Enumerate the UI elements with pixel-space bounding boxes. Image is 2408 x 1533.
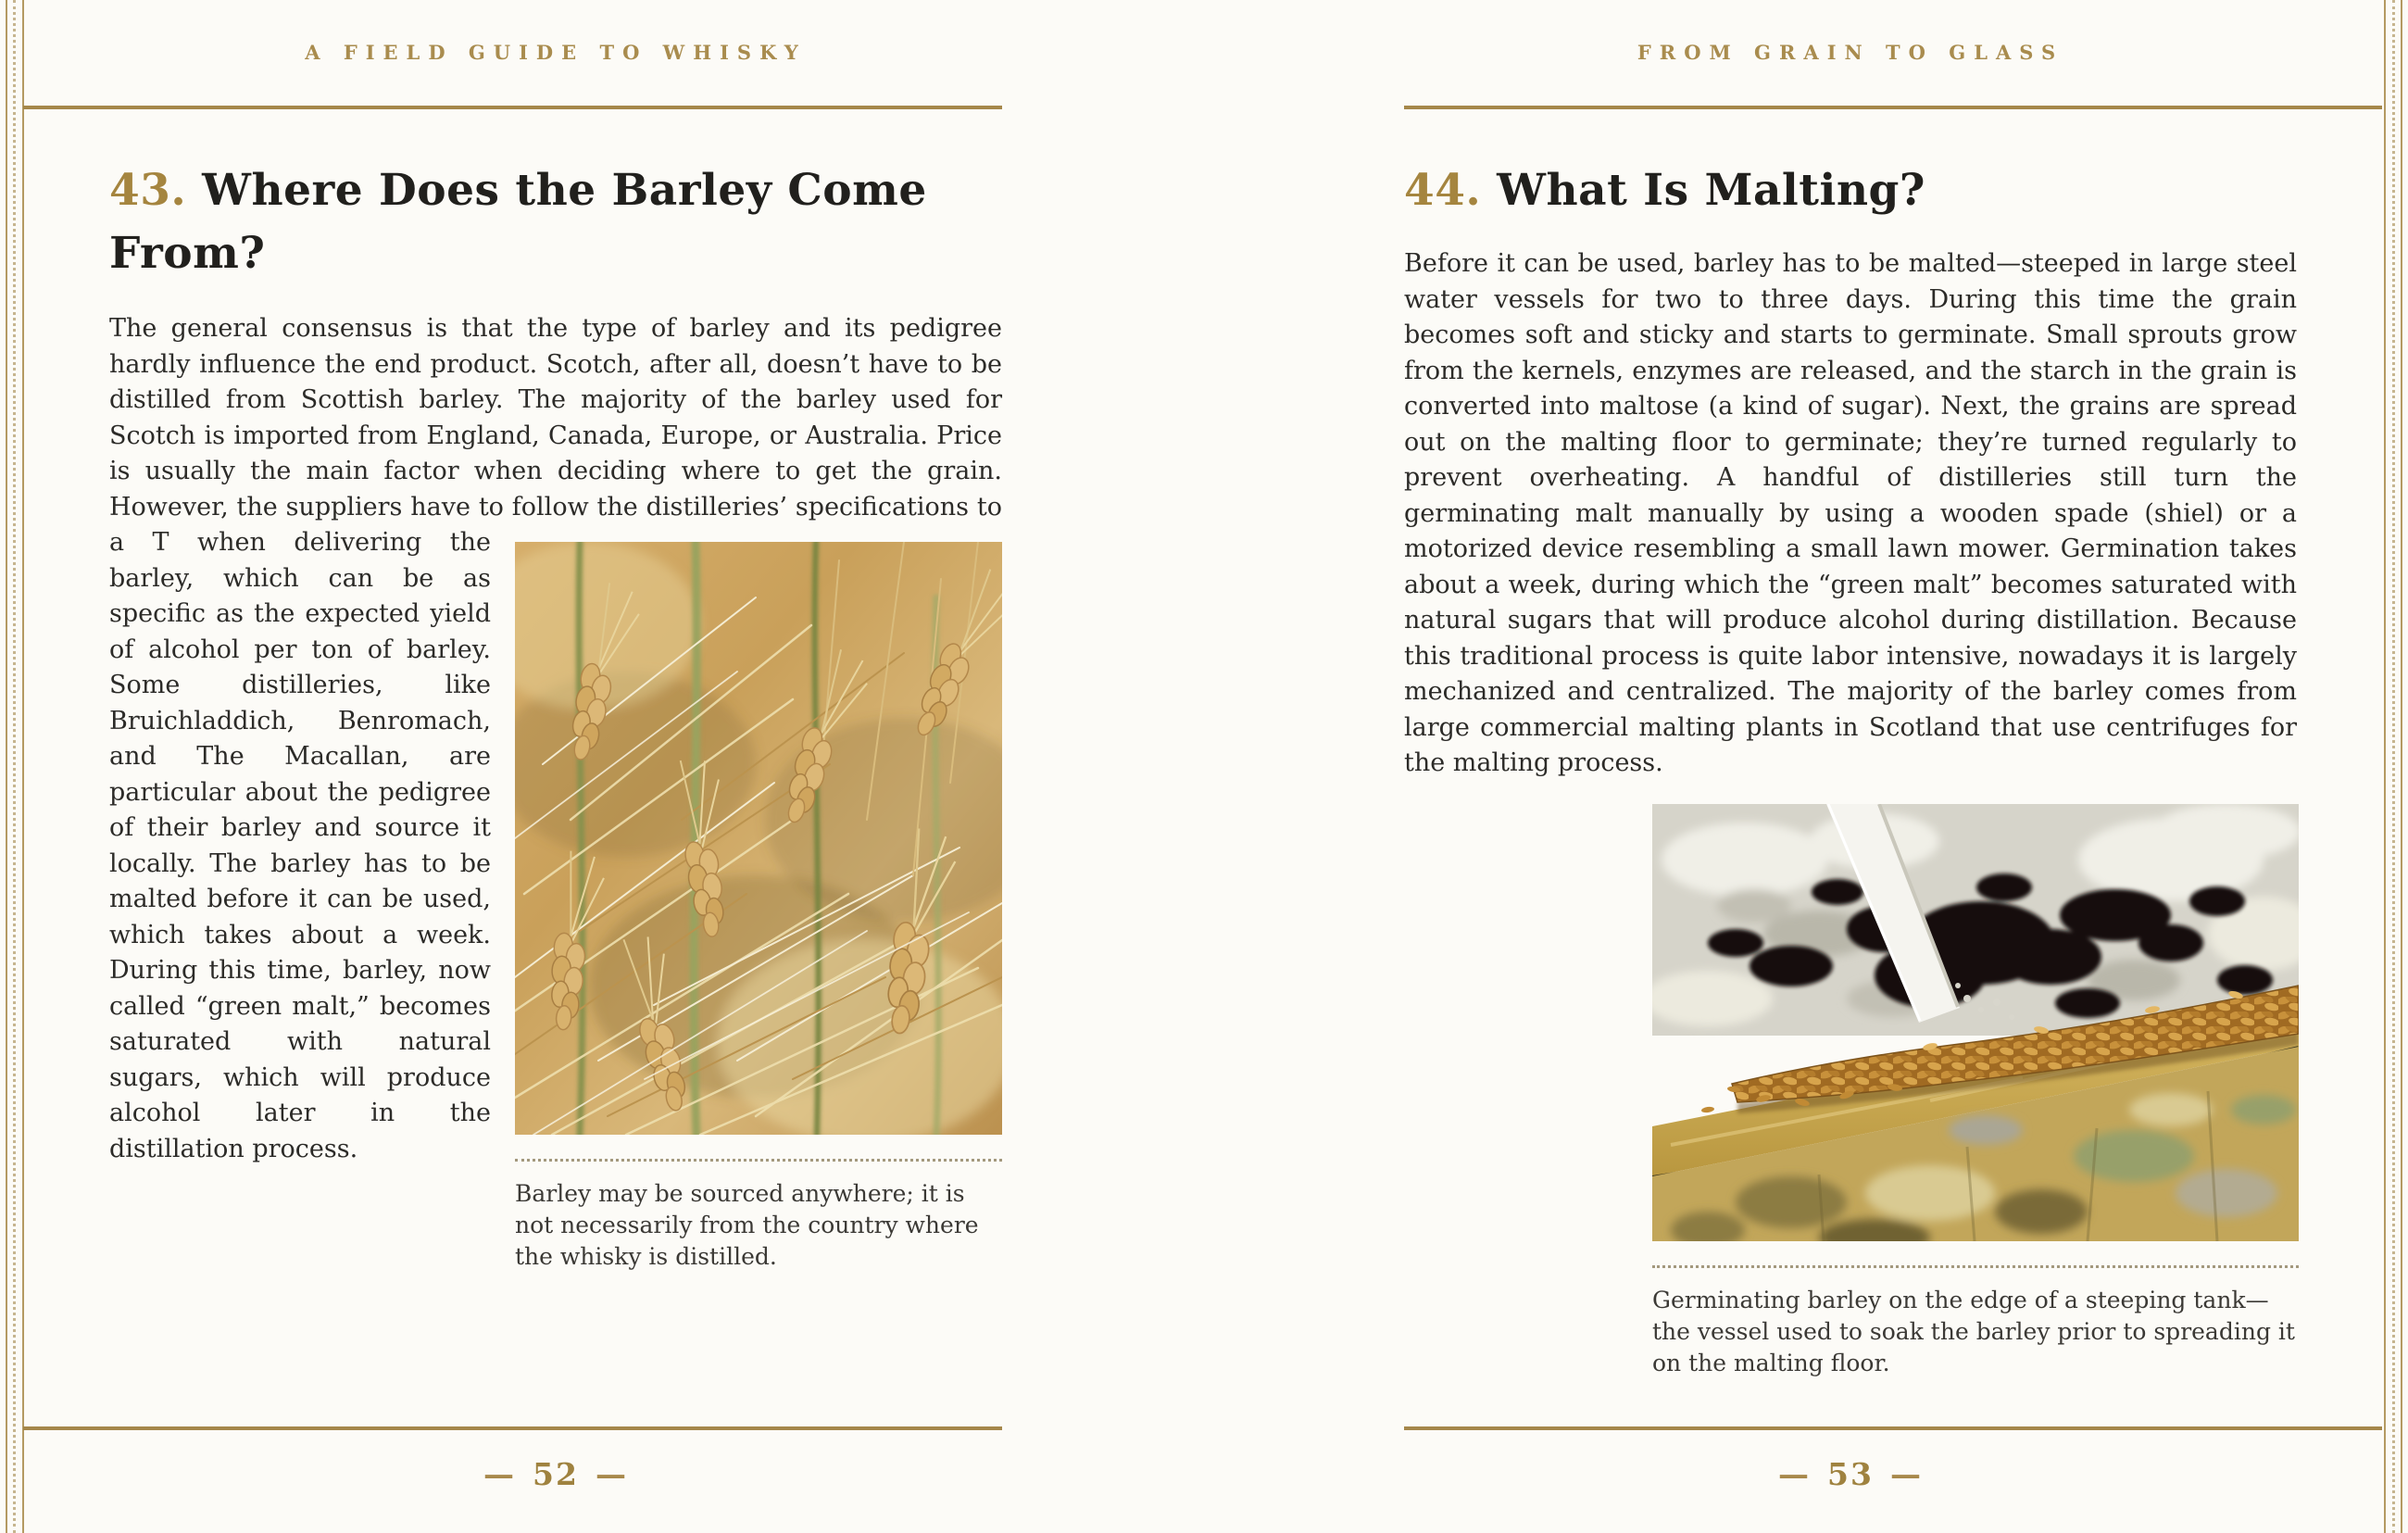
germinating-barley-steeping-tank-photo [1652,804,2299,1241]
folio-dash: — [1778,1456,1812,1492]
header-rule [23,106,1002,109]
right-page [1404,0,2382,1533]
body-text-part2: the barley, which can be as specific as the expected yield of alcohol per ton of barley. Some distilleries, like Bruichladdich, Benromach, and The Macallan, are particular about the pedigree of their barley and source it locally. The barley has to be malted before it can be used, which takes about a week. During this time, barley, now called “green malt,” becomes saturated with natural sugars, which will produce alcohol later in the distillation process. [109,528,492,1163]
figure-steeping-tank [1652,804,2299,1379]
folio-dash: — [483,1456,517,1492]
left-edge-ornament-dotted [13,0,16,1533]
section-number: 44. [1404,165,1482,216]
section-title: What Is Malting? [1497,165,1925,216]
page-number-value: 53 [1827,1456,1874,1492]
folio-dash: — [595,1456,628,1492]
header-rule [1404,106,2382,109]
left-page [23,0,1002,1533]
section-number: 43. [109,165,187,216]
page-number-value: 52 [533,1456,579,1492]
body-text: Before it can be used, barley has to be malted—steeped in large steel water vessels for two to three days. During this time the grain becomes soft and sticky and starts to germinate. Small sprouts grow from the kernels, enzymes are released, and the starch in the grain is converted into maltose (a kind of sugar). Next, the grains are spread out on the malting floor to germinate; they’re turned regularly to prevent overheating. A handful of distilleries still turn the germinating malt manually by using a wooden spade (shiel) or a motorized device resembling a small lawn mower. Germination takes about a week, during which the “green malt” becomes saturated with natural sugars that will produce alcohol during distillation. Because this traditional process is quite labor intensive, nowadays it is largely mechanized and centralized. The majority of the barley comes from large commercial malting plants in Scotland that use centrifuges for the malting process. [1404,249,2297,777]
photo-caption: Barley may be sourced anywhere; it is not necessarily from the country where the whisky is distilled. [515,1159,1002,1273]
section-heading [1404,159,2297,222]
right-edge-ornament-line [2384,0,2386,1533]
figure-barley [515,542,1002,1273]
body-text [109,311,1002,1282]
left-edge-ornament-line [6,0,7,1533]
running-head: A FIELD GUIDE TO WHISKY [305,41,807,64]
folio-dash: — [1889,1456,1923,1492]
body-text-part1: The general consensus is that the type of barley and its pedigree hardly influence the end product. Scotch, after all, doesn’t have to be distilled from Scottish barley. The majority of the barley used for Scotch is imported from England, Canada, Europe, or Australia. Price is usually the main factor when deciding where to get the grain. However, the suppliers have to follow the distilleries’ specifications to a T when delivering [109,314,1002,557]
photo-caption: Germinating barley on the edge of a steeping tank—the vessel used to soak the barley prior to spreading it on the malting floor. [1652,1265,2299,1379]
section-heading [109,159,1002,285]
right-edge-ornament-dotted [2392,0,2395,1533]
barley-field-closeup-photo [515,542,1002,1135]
footer-rule [23,1426,1002,1430]
page-number [1404,1456,2297,1492]
right-edge-ornament-line [2401,0,2402,1533]
running-head: FROM GRAIN TO GLASS [1637,41,2064,64]
footer-rule [1404,1426,2382,1430]
section-title: Where Does the Barley Come From? [109,165,927,279]
page-number [109,1456,1002,1492]
